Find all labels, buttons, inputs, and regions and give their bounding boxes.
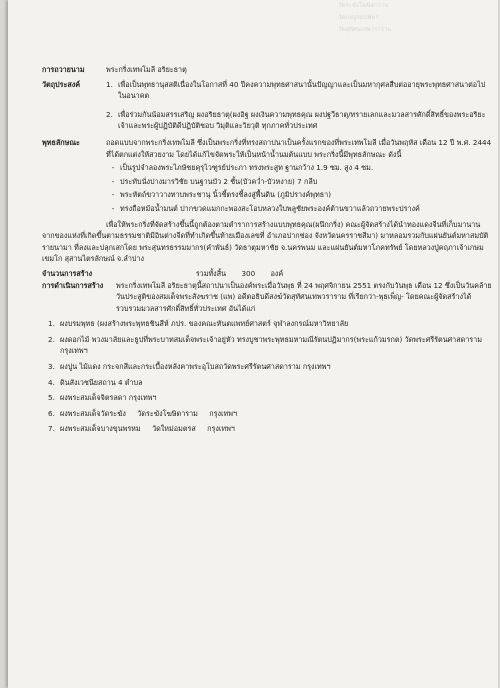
material-number: 2. [48,334,55,344]
operations-text: พระกริ่งเทพโมลี อริยะธาตุนี้สถาปนาเป็นองค์พระเมื่อวันพุธ ที่ 24 พฤศจิกายน 2551 ตรงกับวันพุธ เดือน 12 ซึ่งเป็นวันคล้ายวันประสูติของสมเด็จพระสังฆราช (แพ) อดีตอธิบดีสงฆ์วัดสุทัศนเทพวราราม ที่เรียกว่า-พุธเพ็ญ- โดยคณะผู้จัดสร้างได้รวบรวมมวลสารศักดิ์สิทธิ์ทั่วประเทศ อันได้แก่ [116,280,492,313]
material-text: ดินสังเวชนียสถาน 4 ตำบล [60,377,143,387]
bleed-through-text [338,0,488,48]
material-item [48,361,492,373]
name-label: การถวายนาม [42,65,85,74]
feature-text: เป็นรูปจำลองพระไภษัชยคุรุไวฑูรย์ประภา ทรงพระสูท ฐานกว้าง 1.9 ซม. สูง 4 ซม. [120,163,374,173]
objective-item [106,79,492,102]
material-number: 7. [48,424,55,434]
objective-number: 2. [106,109,113,119]
feature-bullet [106,176,492,188]
operations-label: การดำเนินการสร้าง [42,280,104,290]
material-number: 6. [48,408,55,418]
bullet-dash: - [111,163,115,173]
material-item [48,423,492,435]
material-item [48,392,492,404]
objective-number: 1. [106,79,113,89]
name-row [42,64,492,76]
count-row [42,268,492,280]
objective-item [106,109,492,132]
material-item [48,408,492,420]
materials-list [42,318,492,435]
material-text: ผงดอกไม้ พวงมาลัยและธูปที่พระบาทสมเด็จพระเจ้าอยู่หัว ทรงบูชาพระพุทธมหามณีรัตนปฏิมากร(พระแก้วมรกต) วัดพระศรีรัตนศาสดาราม กรุงเทพฯ [60,334,482,356]
material-text: ผงพระสมเด็จบางขุนพรหม วัดใหม่อมตรส กรุงเทพฯ [60,424,235,434]
feature-text: พระหัตถ์ขวาวางทาบพระชานุ นิ้วชี้ตรงชี้ลงสู่พื้นดิน (ภูมิปรางค์พุทธา) [120,190,332,200]
feature-bullet [106,162,492,174]
count-number: 300 [241,268,256,278]
material-text: ผงพระสมเด็จวัดระฆัง วัดระฆังโฆษิตาราม กรุงเทพฯ [60,408,237,418]
material-text: ผงปูน ไม้แดง กระจกสีและกระเบื้องหลังคาพระอุโบสถวัดพระศรีรัตนศาสดาราม กรุงเทพฯ [60,362,331,372]
bleed-line: วัดสุทัศนเทพวราราม [338,26,392,33]
material-item [48,377,492,389]
objectives-label: วัตถุประสงค์ [42,79,81,89]
features-closing: เพื่อให้พระกริ่งที่จัดสร้างขึ้นนี้ถูกต้องตามตำราการสร้างแบบพุทธคุณ(ผนึกกริ่ง) คณะผู้จัดสร้างได้นำทองแดงจีนที่เก็บมานานจากของแห่งที่เกิดขึ้นตามธรรมชาติมีอินต่างจีดที่ทำเกิดขึ้นท้ายเมืองเลขที่ อำเภอปากช่อง จังหวัดนครราชสีมา) มาหลอมรวมกับแผ่นยันต์มหาสมบัติรายนามา ที่ลงและปลุกเสกโดย พระสุนทรธรรมมากร(คำพันธ์) วัดธาตุมหาชัย จ.นครพนม และแผ่นยันต์มหาโภคทรัพย์ โดยหลวงปู่คฤภาเจ้าเกษม เขมโก สุสานไตรลักษณ์ จ.ลำปาง [42,219,489,264]
count-text: รวมทั้งสิ้น [195,268,226,278]
document-body [42,64,492,435]
material-item [48,318,492,330]
material-item [48,334,492,357]
name-value: พระกริ่งเทพโมลี อริยะธาตุ [106,65,187,74]
document-page [8,0,498,688]
bullet-dash: - [111,190,115,200]
feature-bullet [106,203,492,215]
bleed-line: วัดเบญจมบพิตร [338,14,379,21]
features-bullets [42,162,492,214]
material-text: ผงบรมพุทธ (ผงสร้างพระพุทธชินสีห์ ภปร. ของคณะทันตแพทย์ศาสตร์ จุฬาลงกรณ์มหาวิทยาลัย [60,319,349,329]
material-number: 1. [48,319,55,329]
material-text: ผงพระสมเด็จจิตรลดา กรุงเทพฯ [60,393,157,403]
feature-bullet [106,189,492,201]
objectives-section [42,79,492,132]
feature-text: ประทับนั่งปางมารวิชัย บนฐานบัว 2 ชั้น(บัวคว่ำ-บัวหงาย) 7 กลีบ [120,176,318,186]
material-number: 4. [48,377,55,387]
features-intro: ถอดแบบจากพระกริ่งเทพโมลี ซึ่งเป็นพระกริ่งที่ทรงสถาปนาเป็นครั้งแรกของที่พระเทพโมลี เมื่อวันพฤหัส เดือน 12 ปี พ.ศ. 2444 ที่ได้ตกแต่งให้สวยงาม โดยได้แก้ไขจัดพระให้เป็นหน้าน้ำนมต้นแบบ พระกริ่งนี้มีพุทธลักษณะ ดังนี้ [106,137,492,159]
count-label: จำนวนการสร้าง [42,268,93,278]
bleed-line: วัดระฆังโฆษิตาราม [338,2,389,9]
objective-text: เพื่อร่วมกันน้อมสรรเสริญ ผงอริยธาตุ(ผงอิฐ ผงเงินความพุทธคุณ ผงปฐวีธาตุ/ทรายเลกและมวลสารศักดิ์สิทธิ์ของพระอริยะเจ้าและพระผู้ปฏิบัติดีปฏิบัติชอบ วิมุติและวิยวุติ ทุกภาคทั่วประเทศ [118,109,486,131]
objectives-list [106,79,492,132]
bullet-dash: - [111,176,115,186]
feature-text: ทรงถือหม้อน้ำมนต์ ปากขวดแมกกะพองสะโอบหลวงใบพลูชัยพระองค์ต้านขวาแล้วถวายพระปรางค์ [120,203,420,213]
features-label: พุทธลักษณะ [42,137,80,147]
bullet-dash: - [111,203,115,213]
operations-section [42,280,492,315]
count-unit: องค์ [270,268,284,278]
objective-text: เพื่อเป็นพุทธานุสสติเนื่องในโอกาสที่ 40 ปีคงความพุทธศาสนานั้นปัญญาและเป็นมหากุศลสืบต่ออายุพระพุทธศาสนาต่อไปในอนาคต [118,79,486,101]
material-number: 3. [48,362,55,372]
material-number: 5. [48,393,55,403]
features-section [42,137,492,160]
